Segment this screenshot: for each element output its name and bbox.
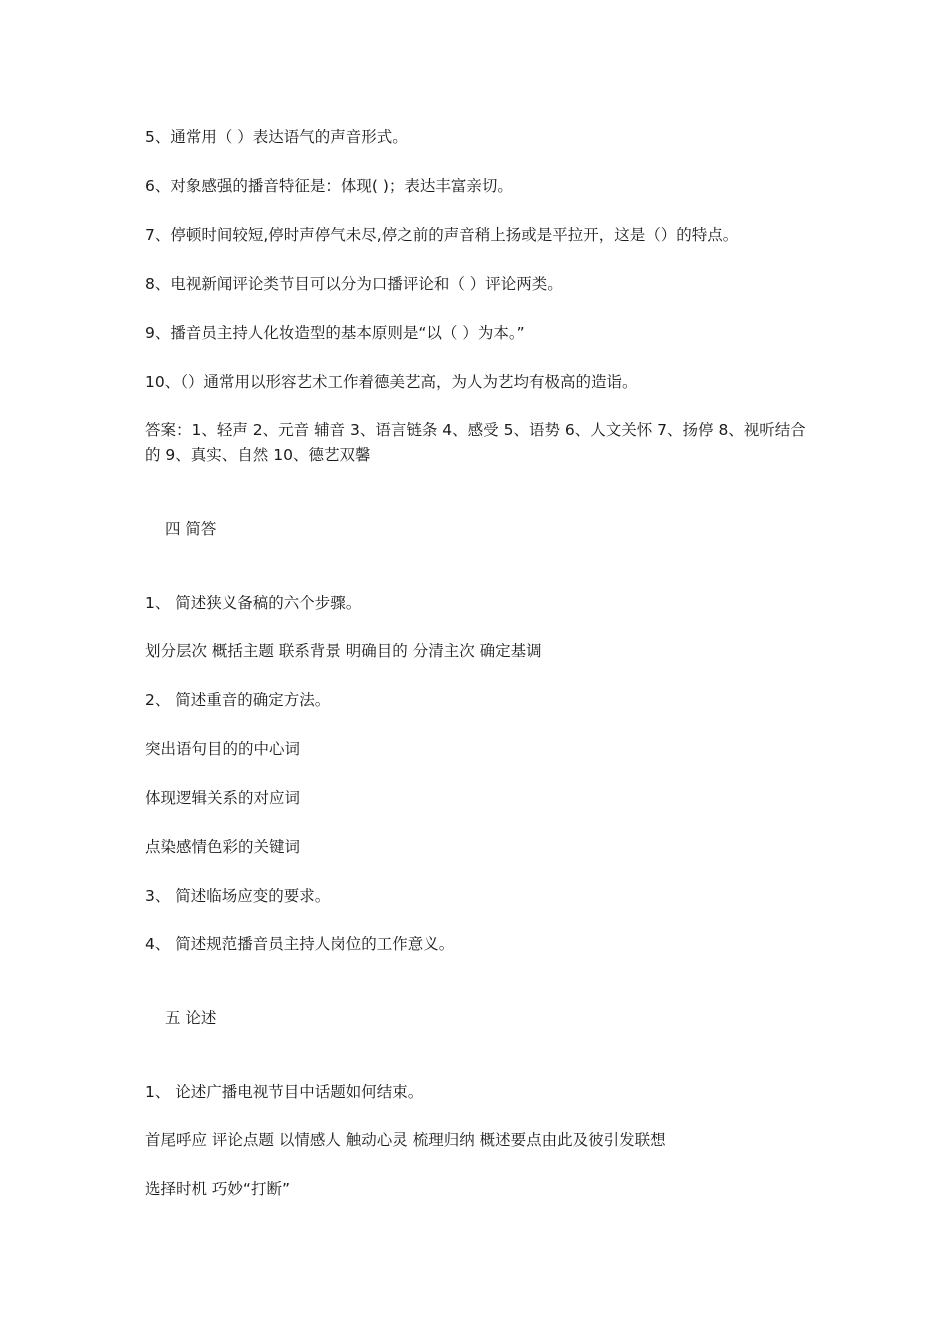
question-5: 5、通常用（ ）表达语气的声音形式。 [145,128,408,146]
section-5-answer-1-line-1: 首尾呼应 评论点题 以情感人 触动心灵 梳理归纳 概述要点由此及彼引发联想 [145,1131,666,1149]
section-4-question-1: 1、 简述狭义备稿的六个步骤。 [145,594,362,612]
section-4-answer-2-line-3: 点染感情色彩的关键词 [145,838,301,856]
answer-key: 答案：1、轻声 2、元音 辅音 3、语言链条 4、感受 5、语势 6、人文关怀 7、扬停 8、视听结合的 9、真实、自然 10、德艺双馨 [145,421,806,464]
question-7: 7、停顿时间较短,停时声停气未尽,停之前的声音稍上扬或是平拉开，这是（）的特点。 [145,226,739,244]
question-6: 6、对象感强的播音特征是：体现( )；表达丰富亲切。 [145,177,513,195]
section-4-question-2: 2、 简述重音的确定方法。 [145,691,331,709]
section-4-heading: 四 简答 [165,520,217,538]
section-4-question-4: 4、 简述规范播音员主持人岗位的工作意义。 [145,935,455,953]
section-5-heading: 五 论述 [165,1009,217,1027]
section-4-answer-1: 划分层次 概括主题 联系背景 明确目的 分清主次 确定基调 [145,642,542,660]
section-4-question-3: 3、 简述临场应变的要求。 [145,887,331,905]
question-9: 9、播音员主持人化妆造型的基本原则是“以（ ）为本。” [145,324,525,342]
question-8: 8、电视新闻评论类节目可以分为口播评论和（ ）评论两类。 [145,275,563,293]
section-5-question-1: 1、 论述广播电视节目中话题如何结束。 [145,1083,424,1101]
section-5-answer-1-line-2: 选择时机 巧妙“打断” [145,1180,290,1198]
section-4-answer-2-line-2: 体现逻辑关系的对应词 [145,789,301,807]
question-10: 10、（）通常用以形容艺术工作着德美艺高，为人为艺均有极高的造诣。 [145,373,638,391]
section-4-answer-2-line-1: 突出语句目的的中心词 [145,740,301,758]
